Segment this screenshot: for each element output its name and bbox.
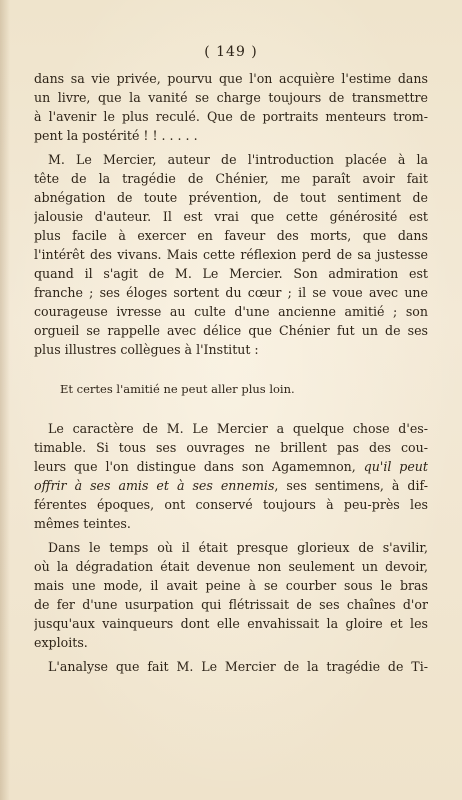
text-line: orgueil se rappelle avec délice que Chénier fut un de ses	[34, 323, 428, 338]
text-line: dans sa vie privée, pourvu que l'on acquière l'estime dans	[34, 71, 428, 86]
text-segment: , ses sentimens, à dif-	[274, 478, 428, 493]
text-line: timable. Si tous ses ouvrages ne brillent pas des cou-	[34, 440, 428, 455]
text-line: de fer d'une usurpation qui flétrissait de ses chaînes d'or	[34, 597, 428, 612]
text-line: courageuse ivresse au culte d'une ancienne amitié ; son	[34, 304, 428, 319]
text-line: un livre, que la vanité se charge toujours de transmettre	[34, 90, 428, 105]
text-line: M. Le Mercier, auteur de l'introduction placée à la	[48, 152, 428, 167]
text-line: Le caractère de M. Le Mercier a quelque chose d'es-	[48, 421, 428, 436]
text-line: mais une mode, il avait peine à se courber sous le bras	[34, 578, 428, 593]
text-line: jalousie d'auteur. Il est vrai que cette générosité est	[34, 209, 428, 224]
quotation: Et certes l'amitié ne peut aller plus loin.	[60, 382, 295, 396]
text-line: pent la postérité ! ! . . . . .	[34, 128, 198, 143]
text-line: franche ; ses éloges sortent du cœur ; il se voue avec une	[34, 285, 428, 300]
text-line: Dans le temps où il était presque glorieux de s'avilir,	[48, 540, 428, 555]
text-line	[34, 477, 428, 494]
text-line: plus facile à exercer en faveur des morts, que dans	[34, 228, 428, 243]
text-line: mêmes teintes.	[34, 516, 131, 531]
italic-text: qu'il peut	[363, 459, 428, 474]
text-line: jusqu'aux vainqueurs dont elle envahissait la gloire et les	[34, 616, 428, 631]
text-line: l'intérêt des vivans. Mais cette réflexion perd de sa justesse	[34, 247, 428, 262]
text-segment: leurs que l'on distingue dans son Agamemnon,	[34, 459, 364, 474]
italic-text: offrir à ses amis et à ses ennemis	[34, 478, 275, 493]
page-edge-shadow	[0, 0, 10, 800]
text-line	[34, 458, 428, 475]
text-line: à l'avenir le plus reculé. Que de portraits menteurs trom-	[34, 109, 428, 124]
text-line: tête de la tragédie de Chénier, me paraît avoir fait	[34, 171, 428, 186]
text-line: plus illustres collègues à l'Institut :	[34, 342, 259, 357]
text-line: L'analyse que fait M. Le Mercier de la tragédie de Ti-	[48, 659, 428, 674]
text-line: quand il s'agit de M. Le Mercier. Son admiration est	[34, 266, 428, 281]
text-line: férentes époques, ont conservé toujours à peu-près les	[34, 497, 428, 512]
text-line: abnégation de toute prévention, de tout sentiment de	[34, 190, 428, 205]
text-line: où la dégradation était devenue non seulement un devoir,	[34, 559, 428, 574]
page-number: ( 149 )	[204, 44, 258, 60]
text-line: exploits.	[34, 635, 88, 650]
